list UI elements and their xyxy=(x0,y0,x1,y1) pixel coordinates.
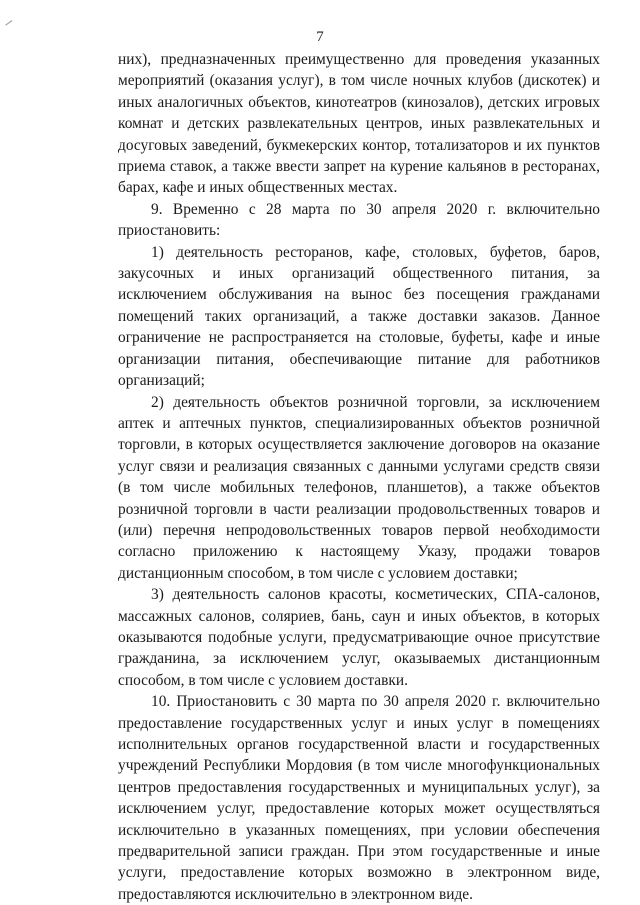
paragraph-subitem-1: 1) деятельность ресторанов, кафе, столовых, буфетов, баров, закусочных и иных организаций общественного питания, за исключением обслуживания на вынос без посещения гражданами помещений таких организаций, а также доставки заказов. Данное ограничение не распространяется на столовые, буфеты, кафе и иные организации питания, обеспечивающие питание для работников организаций; xyxy=(118,243,600,390)
page-number: 7 xyxy=(316,29,324,45)
paragraph-continuation: них), предназначенных преимущественно для проведения указанных мероприятий (оказания услуг), в том числе ночных клубов (дискотек) и иных аналогичных объектов, кинотеатров (кинозалов), детских игровых комнат и детских развлекательных центров, иных развлекательных и досуговых заведений, букмекерских контор, тотализаторов и их пунктов приема ставок, а также ввести запрет на курение кальянов в ресторанах, барах, кафе и иных общественных местах. xyxy=(118,51,600,197)
paragraph-subitem-3: 3) деятельность салонов красоты, косметических, СПА-салонов, массажных салонов, соляриев, бань, саун и иных объектов, в которых оказываются подобные услуги, предусматривающие очное присутствие гражданина, за исключением услуг, оказываемых дистанционным способом, в том числе с условием доставки. xyxy=(118,586,600,689)
document-body xyxy=(118,49,600,905)
paragraph-subitem-2: 2) деятельность объектов розничной торговли, за исключением аптек и аптечных пунктов, специализированных объектов розничной торговли, в которых осуществляется заключение договоров на оказание услуг связи и реализация связанных с данными услугами средств связи (в том числе мобильных телефонов, планшетов), а также объектов розничной торговли в части реализации продовольственных товаров и (или) перечня непродовольственных товаров первой необходимости согласно приложению к настоящему Указу, продажи товаров дистанционным способом, в том числе с условием доставки; xyxy=(118,393,600,582)
paragraph-item-10: 10. Приостановить с 30 марта по 30 апреля 2020 г. включительно предоставление государственных услуг и иных услуг в помещениях исполнительных органов государственной власти и государственных учреждений Республики Мордовия (в том числе многофункциональных центров предоставления государственных и муниципальных услуг), за исключением услуг, предоставление которых может осуществляться исключительно в указанных помещениях, при условии обеспечения предварительной записи граждан. При этом государственные и иные услуги, предоставление которых возможно в электронном виде, предоставляются исключительно в электронном виде. xyxy=(118,693,600,903)
paragraph-item-9: 9. Временно с 28 марта по 30 апреля 2020 г. включительно приостановить: xyxy=(118,200,600,240)
